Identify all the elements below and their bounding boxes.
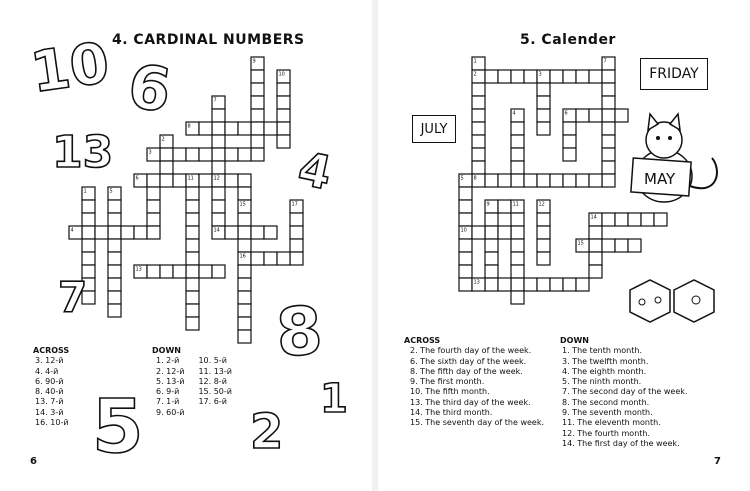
grid-cell[interactable] [134, 226, 147, 239]
grid-cell[interactable] [186, 278, 199, 291]
clue-number: 3 [538, 71, 542, 78]
clue-item: 9. 60-й [156, 407, 185, 417]
grid-cell[interactable] [290, 213, 303, 226]
clue-item: 6. 9-й [156, 387, 180, 397]
clue-item: 17. 6-й [198, 397, 227, 407]
clue-number: 8 [187, 123, 191, 130]
grid-cell[interactable] [160, 174, 173, 187]
grid-cell[interactable] [225, 122, 238, 135]
across-clues [404, 336, 544, 429]
down-heading: DOWN [560, 336, 589, 345]
grid-cell[interactable] [537, 96, 550, 109]
grid-cell[interactable] [511, 161, 524, 174]
grid-cell[interactable] [251, 109, 264, 122]
grid-cell[interactable] [238, 265, 251, 278]
grid-cell[interactable] [212, 265, 225, 278]
grid-cell[interactable] [563, 135, 576, 148]
down-clues [560, 336, 687, 449]
clue-item: 10. 5-й [198, 356, 227, 366]
grid-cell[interactable] [238, 174, 251, 187]
grid-cell[interactable] [615, 239, 628, 252]
grid-cell[interactable] [212, 161, 225, 174]
grid-cell[interactable] [199, 174, 212, 187]
grid-cell[interactable] [277, 135, 290, 148]
grid-cell[interactable] [602, 109, 615, 122]
grid-cell[interactable] [277, 83, 290, 96]
decor-digit: 6 [123, 51, 175, 127]
grid-cell[interactable] [576, 109, 589, 122]
grid-cell[interactable] [108, 278, 121, 291]
grid-cell[interactable] [589, 109, 602, 122]
clue-number: 11 [512, 201, 519, 208]
grid-cell[interactable] [147, 213, 160, 226]
grid-cell[interactable] [563, 278, 576, 291]
grid-cell[interactable] [537, 122, 550, 135]
grid-cell[interactable] [290, 239, 303, 252]
grid-cell[interactable] [212, 213, 225, 226]
grid-cell[interactable] [147, 200, 160, 213]
grid-cell[interactable] [212, 109, 225, 122]
grid-cell[interactable] [511, 213, 524, 226]
grid-cell[interactable] [563, 148, 576, 161]
page-number: 6 [30, 456, 37, 467]
grid-cell[interactable] [537, 239, 550, 252]
clue-item: 16. 10-й [35, 418, 69, 428]
grid-cell[interactable] [251, 135, 264, 148]
grid-cell[interactable] [225, 174, 238, 187]
grid-cell[interactable] [108, 239, 121, 252]
across-heading: ACROSS [33, 346, 70, 355]
decor-digit: 4 [293, 140, 337, 201]
clue-number: 4 [70, 227, 74, 234]
grid-cell[interactable] [537, 83, 550, 96]
grid-cell[interactable] [537, 226, 550, 239]
friday-label: FRIDAY [640, 58, 708, 90]
grid-cell[interactable] [602, 122, 615, 135]
grid-cell[interactable] [550, 70, 563, 83]
decor-digit: 5 [92, 384, 144, 470]
decor-digit: 7 [58, 273, 88, 322]
decor-digit: 10 [26, 30, 114, 106]
grid-cell[interactable] [498, 174, 511, 187]
grid-cell[interactable] [563, 70, 576, 83]
grid-cell[interactable] [472, 122, 485, 135]
across-clues [33, 346, 69, 428]
grid-cell[interactable] [277, 109, 290, 122]
decor-digit: 1 [320, 376, 348, 422]
clue-number: 7 [213, 97, 217, 104]
grid-cell[interactable] [589, 265, 602, 278]
down-clues [152, 346, 232, 418]
clue-item: 6. The sixth day of the week. [410, 356, 527, 366]
clue-item: 7. 1-й [156, 397, 180, 407]
clue-item: 5. 13-й [156, 376, 185, 386]
grid-cell[interactable] [602, 83, 615, 96]
grid-cell[interactable] [264, 226, 277, 239]
grid-cell[interactable] [550, 278, 563, 291]
grid-cell[interactable] [537, 278, 550, 291]
grid-cell[interactable] [199, 265, 212, 278]
clue-number: 9 [486, 201, 490, 208]
clue-item: 3. The twelfth month. [562, 356, 649, 366]
grid-cell[interactable] [238, 239, 251, 252]
grid-cell[interactable] [277, 252, 290, 265]
clue-item: 1. The tenth month. [562, 346, 642, 356]
grid-cell[interactable] [290, 252, 303, 265]
grid-cell[interactable] [225, 148, 238, 161]
clue-number: 14 [213, 227, 220, 234]
clue-item: 1. 2-й [156, 356, 180, 366]
grid-cell[interactable] [589, 252, 602, 265]
grid-cell[interactable] [511, 148, 524, 161]
grid-cell[interactable] [485, 278, 498, 291]
grid-cell[interactable] [576, 70, 589, 83]
grid-cell[interactable] [108, 200, 121, 213]
grid-cell[interactable] [238, 187, 251, 200]
clue-number: 2 [473, 71, 477, 78]
grid-cell[interactable] [563, 122, 576, 135]
clue-number: 4 [512, 110, 516, 117]
grid-cell[interactable] [212, 122, 225, 135]
clue-number: 15 [577, 240, 584, 247]
grid-cell[interactable] [472, 96, 485, 109]
grid-cell[interactable] [186, 226, 199, 239]
right-page [378, 0, 750, 491]
grid-cell[interactable] [82, 200, 95, 213]
cat-illustration [631, 114, 717, 202]
clue-number: 6 [564, 110, 568, 117]
grid-cell[interactable] [485, 213, 498, 226]
grid-cell[interactable] [264, 122, 277, 135]
clue-number: 3 [148, 149, 152, 156]
clue-item: 2. 12-й [156, 366, 185, 376]
grid-cell[interactable] [576, 278, 589, 291]
decor-digit: 8 [273, 291, 325, 372]
grid-cell[interactable] [212, 200, 225, 213]
grid-cell[interactable] [524, 174, 537, 187]
grid-cell[interactable] [615, 109, 628, 122]
grid-cell[interactable] [251, 122, 264, 135]
clue-number: 1 [473, 58, 477, 65]
grid-cell[interactable] [498, 278, 511, 291]
grid-cell[interactable] [537, 252, 550, 265]
grid-cell[interactable] [628, 213, 641, 226]
grid-cell[interactable] [498, 70, 511, 83]
grid-cell[interactable] [563, 174, 576, 187]
grid-cell[interactable] [238, 304, 251, 317]
grid-cell[interactable] [225, 226, 238, 239]
grid-cell[interactable] [602, 148, 615, 161]
clue-number: 13 [473, 279, 480, 286]
grid-cell[interactable] [251, 70, 264, 83]
clue-number: 11 [187, 175, 194, 182]
grid-cell[interactable] [186, 265, 199, 278]
grid-cell[interactable] [511, 70, 524, 83]
grid-cell[interactable] [212, 135, 225, 148]
clue-item: 13. 7-й [35, 397, 64, 407]
clue-number: 9 [252, 58, 256, 65]
grid-cell[interactable] [108, 213, 121, 226]
clue-number: 13 [135, 266, 142, 273]
grid-cell[interactable] [602, 96, 615, 109]
dice-illustration [630, 280, 714, 322]
grid-cell[interactable] [537, 109, 550, 122]
grid-cell[interactable] [459, 200, 472, 213]
grid-cell[interactable] [186, 200, 199, 213]
grid-cell[interactable] [654, 213, 667, 226]
clue-item: 15. 50-й [198, 387, 232, 397]
clue-item: 14. The third month. [410, 408, 493, 418]
left-page [0, 0, 372, 491]
grid-cell[interactable] [589, 226, 602, 239]
clue-number: 16 [239, 253, 246, 260]
grid-cell[interactable] [212, 187, 225, 200]
grid-cell[interactable] [550, 174, 563, 187]
clue-item: 15. The seventh day of the week. [410, 418, 544, 428]
grid-cell[interactable] [472, 83, 485, 96]
grid-cell[interactable] [615, 213, 628, 226]
grid-cell[interactable] [524, 70, 537, 83]
grid-cell[interactable] [485, 265, 498, 278]
grid-cell[interactable] [277, 96, 290, 109]
grid-cell[interactable] [82, 226, 95, 239]
across-heading: ACROSS [404, 336, 441, 345]
grid-cell[interactable] [511, 278, 524, 291]
clue-number: 12 [538, 201, 545, 208]
grid-cell[interactable] [459, 213, 472, 226]
clue-item: 4. The eighth month. [562, 366, 647, 376]
grid-cell[interactable] [147, 174, 160, 187]
clue-number: 10 [460, 227, 467, 234]
grid-cell[interactable] [108, 252, 121, 265]
grid-cell[interactable] [511, 226, 524, 239]
down-heading: DOWN [152, 346, 181, 355]
july-label: JULY [412, 115, 456, 143]
grid-cell[interactable] [472, 135, 485, 148]
grid-cell[interactable] [498, 200, 511, 213]
grid-cell[interactable] [472, 109, 485, 122]
grid-cell[interactable] [251, 226, 264, 239]
grid-cell[interactable] [186, 213, 199, 226]
clue-number: 2 [161, 136, 165, 143]
grid-cell[interactable] [602, 239, 615, 252]
grid-cell[interactable] [511, 239, 524, 252]
grid-cell[interactable] [108, 304, 121, 317]
grid-cell[interactable] [602, 135, 615, 148]
grid-cell[interactable] [290, 226, 303, 239]
clue-number: 10 [278, 71, 285, 78]
grid-cell[interactable] [472, 148, 485, 161]
clue-item: 14. 3-й [35, 407, 64, 417]
grid-cell[interactable] [251, 148, 264, 161]
grid-cell[interactable] [199, 122, 212, 135]
grid-cell[interactable] [459, 252, 472, 265]
grid-cell[interactable] [602, 213, 615, 226]
grid-cell[interactable] [121, 226, 134, 239]
clue-number: 5 [109, 188, 113, 195]
grid-cell[interactable] [511, 122, 524, 135]
clue-number: 7 [603, 58, 607, 65]
grid-cell[interactable] [186, 252, 199, 265]
grid-cell[interactable] [511, 291, 524, 304]
page-title: 4. CARDINAL NUMBERS [112, 32, 305, 48]
grid-cell[interactable] [485, 226, 498, 239]
grid-cell[interactable] [511, 252, 524, 265]
grid-cell[interactable] [238, 148, 251, 161]
grid-cell[interactable] [82, 213, 95, 226]
clue-item: 7. The second day of the week. [562, 387, 688, 397]
grid-cell[interactable] [277, 122, 290, 135]
grid-cell[interactable] [147, 265, 160, 278]
grid-cells [69, 57, 303, 343]
clue-item: 9. The first month. [410, 377, 485, 387]
grid-cell[interactable] [459, 278, 472, 291]
clue-number: 17 [291, 201, 298, 208]
decor-digit: 2 [250, 404, 284, 460]
grid-cell[interactable] [186, 317, 199, 330]
grid-cell[interactable] [264, 252, 277, 265]
grid-cell[interactable] [641, 213, 654, 226]
grid-cell[interactable] [602, 161, 615, 174]
grid-cell[interactable] [485, 252, 498, 265]
clue-number: 1 [83, 188, 87, 195]
grid-cell[interactable] [628, 239, 641, 252]
grid-cell[interactable] [238, 291, 251, 304]
grid-cell[interactable] [95, 226, 108, 239]
page-title: 5. Calender [520, 32, 616, 48]
grid-cell[interactable] [511, 135, 524, 148]
page-number: 7 [714, 456, 721, 467]
grid-cell[interactable] [108, 226, 121, 239]
clue-item: 12. 8-й [198, 376, 227, 386]
grid-cell[interactable] [82, 239, 95, 252]
grid-cell[interactable] [147, 187, 160, 200]
grid-cell[interactable] [238, 213, 251, 226]
clue-item: 14. The first day of the week. [562, 438, 680, 448]
grid-cell[interactable] [238, 278, 251, 291]
clue-item: 6. 90-й [35, 376, 64, 386]
grid-cell[interactable] [186, 304, 199, 317]
grid-cell[interactable] [485, 70, 498, 83]
clue-item: 5. The ninth month. [562, 377, 642, 387]
grid-cell[interactable] [251, 252, 264, 265]
clue-item: 9. The seventh month. [562, 408, 653, 418]
grid-cell[interactable] [186, 291, 199, 304]
grid-cell[interactable] [511, 265, 524, 278]
grid-cell[interactable] [160, 265, 173, 278]
clue-item: 8. The fifth day of the week. [410, 366, 523, 376]
clue-number: 12 [213, 175, 220, 182]
grid-cell[interactable] [485, 174, 498, 187]
grid-cell[interactable] [459, 187, 472, 200]
grid-cell[interactable] [472, 161, 485, 174]
grid-cell[interactable] [537, 174, 550, 187]
grid-cell[interactable] [173, 174, 186, 187]
clue-item: 11. The eleventh month. [562, 418, 661, 428]
grid-cell[interactable] [238, 122, 251, 135]
clue-item: 4. 4-й [35, 366, 59, 376]
grid-cell[interactable] [511, 174, 524, 187]
grid-cell[interactable] [459, 265, 472, 278]
clue-item: 8. 40-й [35, 387, 64, 397]
grid-cell[interactable] [602, 174, 615, 187]
grid-cell[interactable] [524, 278, 537, 291]
clue-number: 15 [239, 201, 246, 208]
grid-cell[interactable] [212, 148, 225, 161]
grid-cell[interactable] [238, 226, 251, 239]
clue-number: 5 [460, 175, 464, 182]
grid-cell[interactable] [238, 330, 251, 343]
grid-cell[interactable] [602, 70, 615, 83]
grid-cell[interactable] [160, 148, 173, 161]
may-label: MAY [644, 170, 676, 188]
grid-cell[interactable] [199, 148, 212, 161]
grid-cell[interactable] [576, 174, 589, 187]
decor-digit: 13 [52, 127, 114, 178]
grid-cell[interactable] [186, 239, 199, 252]
clue-item: 11. 13-й [198, 366, 232, 376]
clue-item: 8. The second month. [562, 397, 650, 407]
grid-cell[interactable] [238, 317, 251, 330]
grid-cell[interactable] [82, 252, 95, 265]
grid-cell[interactable] [589, 70, 602, 83]
grid-cell[interactable] [589, 174, 602, 187]
grid-cell[interactable] [251, 83, 264, 96]
grid-cell[interactable] [459, 239, 472, 252]
grid-cell[interactable] [251, 96, 264, 109]
grid-cell[interactable] [537, 213, 550, 226]
clue-item: 13. The third day of the week. [410, 397, 531, 407]
grid-cell[interactable] [147, 226, 160, 239]
grid-cell[interactable] [173, 148, 186, 161]
grid-cell[interactable] [108, 291, 121, 304]
clue-item: 2. The fourth day of the week. [410, 346, 532, 356]
grid-cell[interactable] [186, 148, 199, 161]
grid-cell[interactable] [589, 239, 602, 252]
clue-number: 6 [135, 175, 139, 182]
clue-item: 3. 12-й [35, 356, 64, 366]
grid-cell[interactable] [186, 187, 199, 200]
clue-number: 14 [590, 214, 597, 221]
grid-cell[interactable] [108, 265, 121, 278]
clue-number: 8 [473, 175, 477, 182]
grid-cell[interactable] [160, 161, 173, 174]
grid-cell[interactable] [472, 226, 485, 239]
grid-cell[interactable] [498, 226, 511, 239]
clue-item: 10. The fifth month. [410, 387, 490, 397]
clue-item: 12. The fourth month. [562, 428, 651, 438]
grid-cell[interactable] [173, 265, 186, 278]
grid-cell[interactable] [485, 239, 498, 252]
